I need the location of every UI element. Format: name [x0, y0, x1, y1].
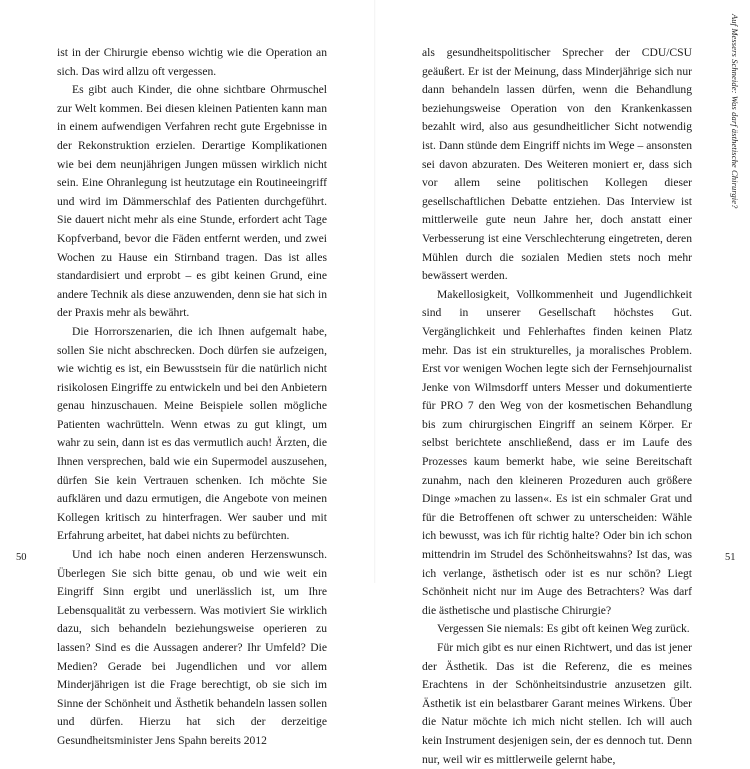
- paragraph: Makellosigkeit, Vollkommenheit und Jugendlichkeit sind in unserer Gesellschaft höchstes Gut. Vergänglichkeit und Fehlerhaftes finden keinen Platz mehr. Das ist ein strukturelles, ja moralisches Problem. Erst vor wenigen Wochen legte sich der Fernsehjournalist Jenke von Wilmsdorff unters Messer und dokumentierte für PRO 7 den Weg von der kosmetischen Behandlung bis zum chirurgischen Eingriff an seinem Körper. Er selbst berichtete anschließend, dass er im Laufe des Prozesses kaum bemerkt habe, wie seine Bereitschaft zunahm, nach den kleineren Prozeduren auch größere Dinge »machen zu lassen«. Es ist ein schmaler Grat und für die Betroffenen oft schwer zu unterscheiden: Wähle ich bewusst, was ich für richtig halte? Oder bin ich schon mittendrin im Strudel des Schönheitswahns? Ist das, was ich verlange, ästhetisch oder ist es nur schön? Liegt Schönheit nicht nur im Auge des Betrachters? Was darf die ästhetische und plastische Chirurgie?: [422, 287, 692, 617]
- paragraph: ist in der Chirurgie ebenso wichtig wie die Operation an sich. Das wird allzu oft vergessen.: [57, 46, 327, 78]
- paragraph: Es gibt auch Kinder, die ohne sichtbare Ohrmuschel zur Welt kommen. Bei diesen kleinen Patienten kann man in einem aufwendigen Verfahren recht gute Ergebnisse in der Rekonstruktion erzielen. Derartige Komplikationen wie bei dem neunjährigen Jungen müssen wirklich nicht sein. Eine Ohranlegung ist heutzutage ein Routineeingriff und wird im Dämmerschlaf des Patienten durchgeführt. Sie dauert nicht mehr als eine Stunde, erfordert acht Tage Kopfverband, bevor die Fäden entfernt werden, und zwei Wochen zu Hause ein Stirnband tragen. Das ist alles standardisiert und erprobt – es gibt keinen Grund, eine andere Technik als diese anzuwenden, denn sie hat sich in der Praxis mehr als bewährt.: [57, 83, 327, 320]
- running-head: Auf Messers Schneide: Was darf ästhetische Chirurgie?: [730, 14, 740, 209]
- paragraph: als gesundheitspolitischer Sprecher der CDU/CSU geäußert. Er ist der Meinung, dass Minderjährige sich nur dann behandeln lassen dürfen, wenn die Behandlung beziehungsweise Operation von den Krankenkassen bezahlt wird, also aus gesundheitlicher Sicht notwendig ist. Dann stünde dem Eingriff nichts im Wege – ansonsten sei davon abzuraten. Des Weiteren moniert er, dass sich vor allem seine politischen Kollegen dieser gesellschaftlichen Debatte entziehen. Das Interview ist mittlerweile gute neun Jahre her, doch anstatt einer Verbesserung ist eine Verschlechterung eingetreten, deren Mühlen durch die sozialen Medien stets noch mehr bewässert werden.: [422, 46, 692, 283]
- left-text-column: [57, 44, 327, 751]
- paragraph: Für mich gibt es nur einen Richtwert, und das ist jener der Ästhetik. Das ist die Referenz, die es meines Erachtens in der Schönheitsindustrie anzusetzen gilt. Ästhetik ist ein belastbarer Garant meines Wirkens. Über die Natur möchte ich mich nicht stellen. Ich will auch kein Instrument desjenigen sein, der es dennoch tut. Denn nur, weil wir es mittlerweile gelernt habe,: [422, 641, 692, 766]
- paragraph: Vergessen Sie niemals: Es gibt oft keinen Weg zurück.: [437, 622, 690, 636]
- paragraph: Die Horrorszenarien, die ich Ihnen aufgemalt habe, sollen Sie nicht abschrecken. Doch dürfen sie aufzeigen, wie wichtig es ist, ein Bewusstsein für die natürlich nicht risikolosen Eingriffe zu entwickeln und bei den Anbietern genau hinzuschauen. Meine Beispiele sollen mögliche Patienten wachrütteln. Wenn etwas zu gut klingt, um wahr zu sein, dann ist es das vermutlich auch! Ärzten, die Ihnen versprechen, bald wie ein Supermodel auszusehen, dürfen Sie kein Vertrauen schenken. Ich möchte Sie aufklären und dazu ermutigen, die Angebote von meinen Kollegen kritisch zu hinterfragen. Wer sauber und mit Erfahrung arbeitet, hat dabei nichts zu befürchten.: [57, 324, 327, 543]
- page-number-left: 50: [16, 552, 27, 563]
- left-page: [0, 0, 375, 747]
- right-page: [375, 0, 750, 766]
- paragraph: Und ich habe noch einen anderen Herzenswunsch. Überlegen Sie sich bitte genau, ob und wie weit ein Eingriff Sinn ergibt und unerlässlich ist, um Ihre Lebensqualität zu verbessern. Was motiviert Sie wirklich dazu, sich behandeln beziehungsweise operieren zu lassen? Sind es die Aussagen anderer? Ihr Umfeld? Die Medien? Gerade bei Jugendlichen und vor allem Minderjährigen ist die Frage berechtigt, ob sie sich im Sinne der Schönheit und Ästhetik behandeln lassen sollen und dürfen. Hierzu hat sich der derzeitige Gesundheitsminister Jens Spahn bereits 2012: [57, 548, 327, 747]
- right-text-column: [422, 44, 692, 769]
- page-number-right: 51: [725, 552, 736, 563]
